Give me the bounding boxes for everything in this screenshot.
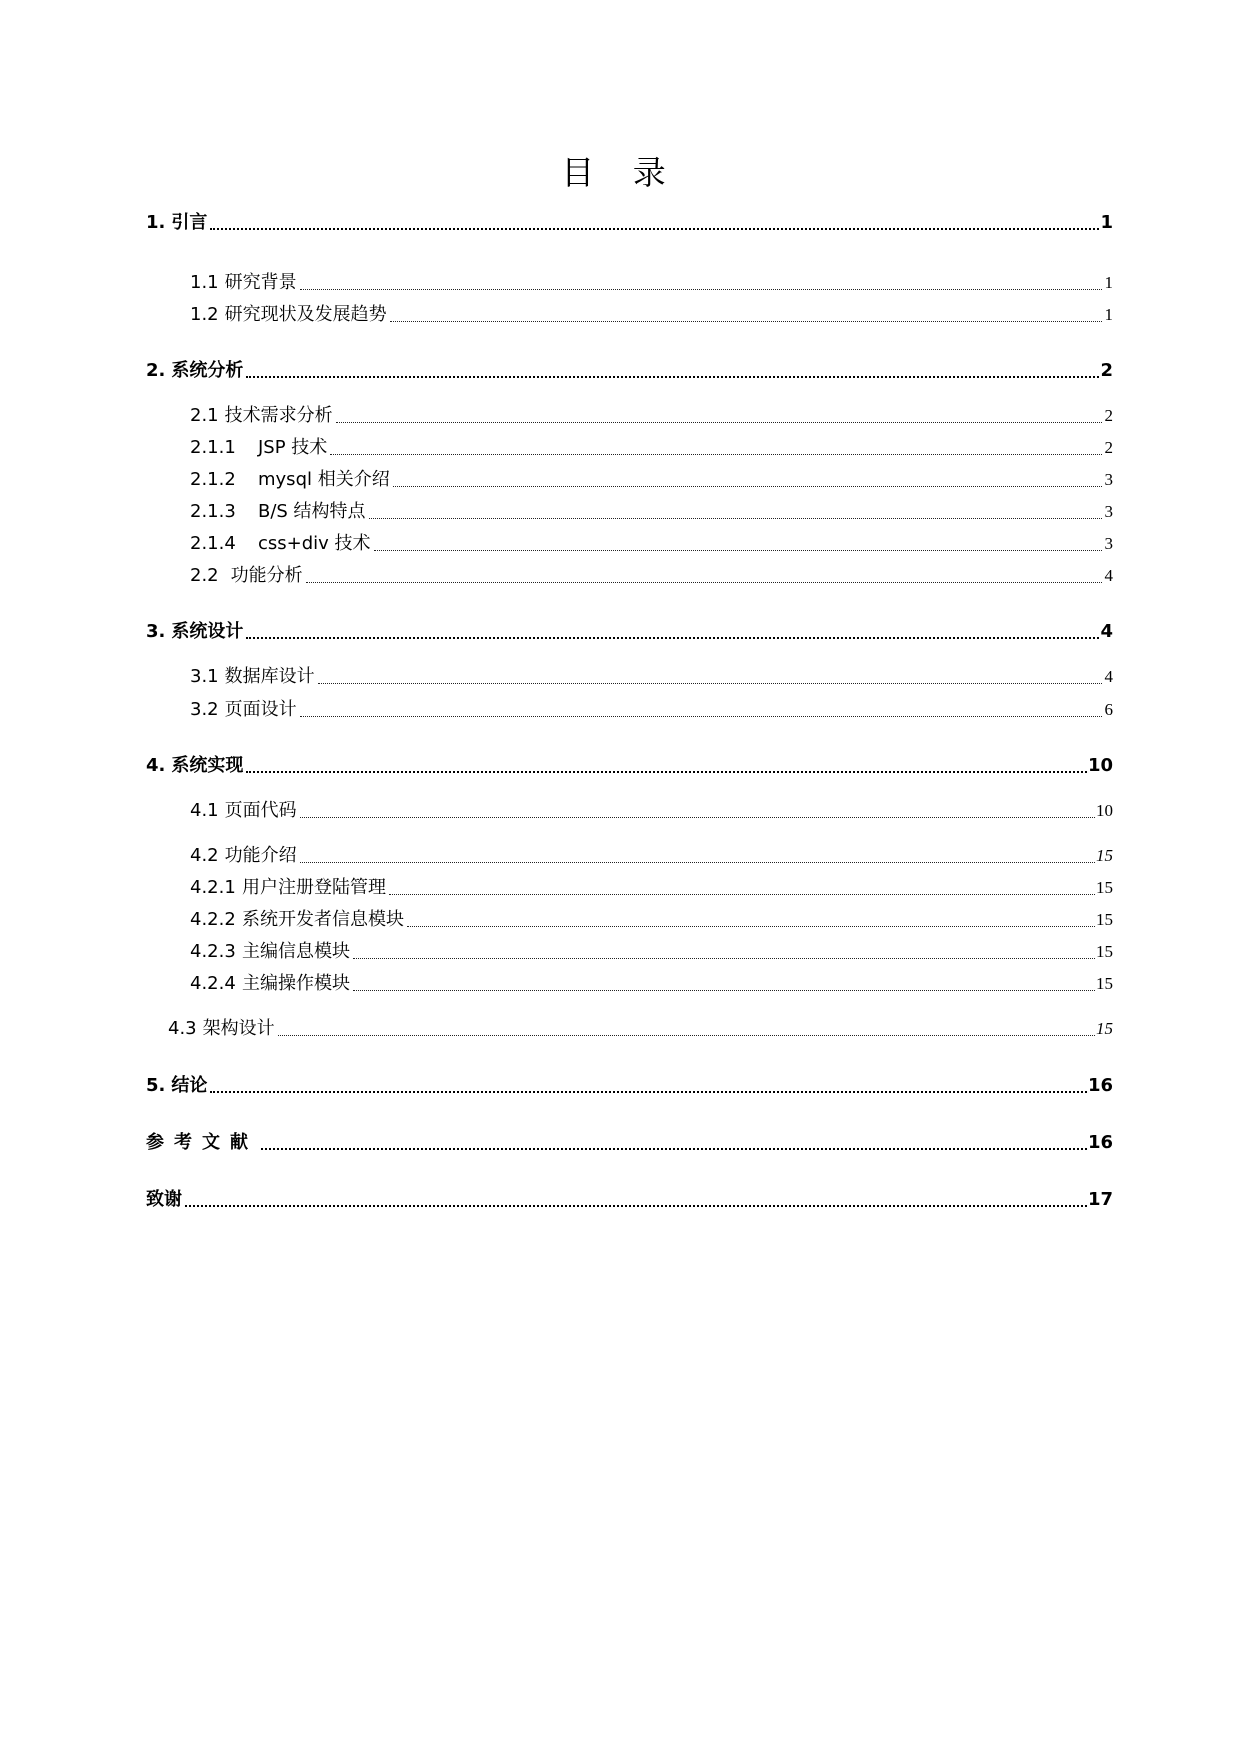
toc-entry-title: 主编信息模块 [242, 941, 350, 962]
toc-entry[interactable] [146, 1181, 1113, 1211]
dot-leader [407, 925, 1095, 927]
dot-leader [246, 769, 1087, 773]
toc-entry-page: 3 [1104, 470, 1113, 489]
toc-entry-number: 4.2 [190, 845, 219, 866]
dot-leader [389, 893, 1095, 895]
toc-entry[interactable] [190, 792, 1113, 822]
toc-entry-title: 页面设计 [224, 699, 297, 720]
toc-entry[interactable] [146, 1124, 1113, 1154]
dot-leader [306, 581, 1102, 583]
toc-entry-page: 6 [1104, 700, 1113, 719]
toc-entry-title: css+div 技术 [258, 533, 371, 554]
toc-entry-title: 致谢 [146, 1189, 182, 1210]
toc-entry[interactable] [146, 204, 1113, 234]
toc-entry-number: 4.1 [190, 800, 219, 821]
toc-entry-title: 系统分析 [171, 360, 244, 381]
toc-entry-title: 结论 [171, 1075, 208, 1096]
dot-leader [374, 549, 1102, 551]
toc-entry-page: 4 [1100, 621, 1113, 642]
toc-entry-number: 3.2 [190, 699, 219, 720]
toc-entry-page: 15 [1096, 846, 1113, 865]
toc-entry-number: 2.1.1 [190, 437, 236, 458]
toc-entry-page: 4 [1104, 667, 1113, 686]
toc-entry-page: 17 [1087, 1189, 1113, 1210]
toc-entry[interactable] [190, 264, 1113, 294]
toc-entry-title: 研究背景 [224, 272, 297, 293]
toc-entry-page: 1 [1104, 273, 1113, 292]
toc-entry-number: 4. [146, 755, 166, 776]
toc-entry-title: 系统开发者信息模块 [242, 909, 404, 930]
toc-entry-title: 技术需求分析 [224, 405, 333, 426]
toc-entry-page: 10 [1096, 801, 1113, 820]
toc-entry-page: 1 [1100, 212, 1113, 233]
toc-entry[interactable] [146, 1067, 1113, 1097]
toc-entry-number: 2.1.4 [190, 533, 236, 554]
toc-entry-title: 参考文献 [146, 1132, 258, 1153]
toc-entry-number: 1.2 [190, 304, 219, 325]
dot-leader [330, 453, 1102, 455]
toc-title: 目 录 [561, 153, 680, 192]
toc-entry-number: 5. [146, 1075, 166, 1096]
dot-leader [336, 421, 1102, 423]
toc-entry-number: 1. [146, 212, 166, 233]
dot-leader [300, 715, 1102, 717]
toc-entry-page: 2 [1104, 438, 1113, 457]
toc-entry-page: 15 [1096, 878, 1113, 897]
toc-entry-number: 2. [146, 360, 166, 381]
toc-entry[interactable] [146, 613, 1113, 643]
toc-entry-page: 4 [1104, 566, 1113, 585]
toc-entry-title: mysql 相关介绍 [258, 469, 390, 490]
toc-entry[interactable] [190, 397, 1113, 427]
toc-entry[interactable] [190, 837, 1113, 867]
toc-entry-number: 4.3 [168, 1018, 197, 1039]
dot-leader [246, 635, 1099, 639]
toc-entry-title: 数据库设计 [224, 666, 315, 687]
toc-entry-page: 3 [1104, 502, 1113, 521]
toc-entry-title: 主编操作模块 [242, 973, 350, 994]
toc-entry-title: 功能介绍 [224, 845, 297, 866]
toc-entry[interactable] [190, 296, 1113, 326]
toc-entry-number: 2.1 [190, 405, 219, 426]
toc-entry[interactable] [190, 933, 1113, 963]
toc-entry[interactable] [190, 557, 1113, 587]
toc-entry-title: 研究现状及发展趋势 [224, 304, 387, 325]
dot-leader [300, 288, 1102, 290]
toc-entry-number: 3. [146, 621, 166, 642]
toc-entry-page: 15 [1096, 942, 1113, 961]
dot-leader [353, 957, 1095, 959]
toc-entry-page: 10 [1087, 755, 1113, 776]
dot-leader [390, 320, 1102, 322]
toc-entry-title: 系统设计 [171, 621, 244, 642]
dot-leader [300, 816, 1095, 818]
dot-leader [261, 1146, 1087, 1150]
toc-entry-page: 1 [1104, 305, 1113, 324]
toc-entry[interactable] [190, 869, 1113, 899]
toc-entry[interactable] [190, 493, 1113, 523]
toc-entry-number: 4.2.3 [190, 941, 236, 962]
toc-entry[interactable] [146, 352, 1113, 382]
toc-entry-page: 15 [1096, 910, 1113, 929]
toc-entry-title: 页面代码 [224, 800, 297, 821]
toc-entry[interactable] [190, 658, 1113, 688]
toc-entry[interactable] [168, 1010, 1113, 1040]
toc-entry-number: 4.2.4 [190, 973, 236, 994]
dot-leader [210, 226, 1099, 230]
toc-entry-page: 2 [1104, 406, 1113, 425]
toc-entry[interactable] [190, 965, 1113, 995]
toc-entry-page: 2 [1100, 360, 1113, 381]
toc-entry-page: 16 [1087, 1132, 1113, 1153]
toc-entry-page: 15 [1096, 974, 1113, 993]
toc-entry[interactable] [190, 429, 1113, 459]
toc-entry-title: 架构设计 [202, 1018, 275, 1039]
toc-entry-number: 2.1.3 [190, 501, 236, 522]
dot-leader [278, 1034, 1095, 1036]
toc-entry-title: 功能分析 [230, 565, 303, 586]
toc-entry-number: 1.1 [190, 272, 219, 293]
toc-entry-title: 用户注册登陆管理 [242, 877, 386, 898]
toc-entry-title: JSP 技术 [258, 437, 328, 458]
toc-entry-title: 系统实现 [171, 755, 244, 776]
dot-leader [300, 861, 1095, 863]
toc-entry-number: 3.1 [190, 666, 219, 687]
dot-leader [369, 517, 1102, 519]
dot-leader [393, 485, 1102, 487]
dot-leader [185, 1203, 1087, 1207]
toc-entry-title: 引言 [171, 212, 208, 233]
dot-leader [318, 682, 1102, 684]
toc-entry[interactable] [190, 691, 1113, 721]
toc-entry[interactable] [190, 901, 1113, 931]
toc-entry-page: 15 [1096, 1019, 1113, 1038]
toc-entry-number: 2.1.2 [190, 469, 236, 490]
toc-entry-number: 4.2.2 [190, 909, 236, 930]
dot-leader [353, 989, 1095, 991]
toc-entry-title: B/S 结构特点 [258, 501, 366, 522]
dot-leader [246, 374, 1099, 378]
toc-entry-page: 16 [1087, 1075, 1113, 1096]
toc-entry[interactable] [190, 461, 1113, 491]
toc-entry[interactable] [146, 747, 1113, 777]
toc-entry-number: 4.2.1 [190, 877, 236, 898]
toc-entry-page: 3 [1104, 534, 1113, 553]
dot-leader [210, 1089, 1087, 1093]
toc-entry-number: 2.2 [190, 565, 219, 586]
toc-entry[interactable] [190, 525, 1113, 555]
